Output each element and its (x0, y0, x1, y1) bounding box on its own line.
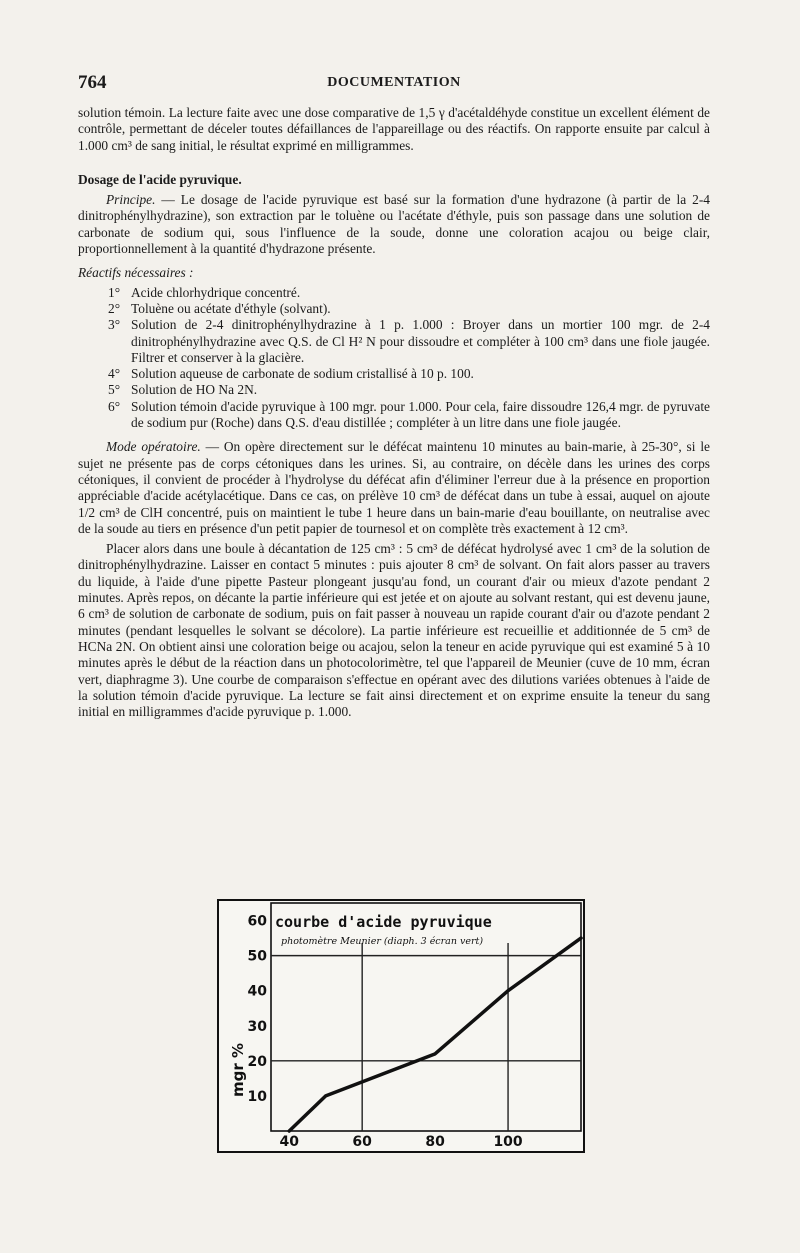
section-title: Dosage de l'acide pyruvique. (78, 171, 242, 187)
chart-svg (217, 899, 585, 1153)
list-item-number: 1° (108, 284, 121, 300)
list-item (78, 317, 710, 366)
list-item-text: Solution aqueuse de carbonate de sodium cristallisé à 10 p. 100. (131, 366, 474, 382)
x-tick-label: 80 (425, 1134, 445, 1150)
chart-title: courbe d'acide pyruvique (275, 913, 492, 931)
list-item-number: 6° (108, 398, 121, 414)
list-item-number: 5° (108, 382, 121, 398)
mode-label: Mode opératoire. (106, 439, 201, 455)
principe-paragraph (78, 192, 710, 257)
chart-subtitle: photomètre Meunier (diaph. 3 écran vert) (281, 936, 484, 947)
pyruvic-acid-chart (217, 899, 585, 1153)
running-title: DOCUMENTATION (327, 75, 461, 90)
x-tick-label: 60 (352, 1134, 372, 1150)
y-tick-label: 10 (247, 1088, 267, 1105)
y-tick-label: 50 (247, 948, 267, 965)
list-item-text: Solution de HO Na 2N. (131, 382, 258, 398)
page-number: 764 (78, 72, 107, 93)
list-item (78, 366, 710, 382)
x-tick-label: 40 (279, 1134, 299, 1150)
x-tick-label: 100 (493, 1134, 523, 1150)
y-tick-label: 20 (247, 1053, 267, 1070)
list-item-text: Acide chlorhydrique concentré. (131, 284, 301, 300)
list-item (78, 285, 710, 301)
reactifs-heading (78, 265, 710, 281)
list-item-number: 2° (108, 300, 121, 316)
mode-paragraph (78, 439, 710, 537)
y-tick-label: 60 (247, 913, 267, 930)
reactifs-list (78, 285, 710, 432)
placer-paragraph: Placer alors dans une boule à décantation de 125 cm³ : 5 cm³ de défécat hydrolysé avec 1 cm³ de la solution de dinitrophénylhydrazine. Laisser en contact 5 minutes : puis ajouter 8 cm³ de solvant. On fait alors passer au travers du liquide, à l'aide d'une pipette Pasteur plongeant jusqu'au fond, un courant d'air ou mieux d'azote pendant 2 minutes. Après repos, on décante la partie inférieure qui est jetée et on ajoute au solvant restant, qui est devenu jaune, 6 cm³ de solution de carbonate de sodium, puis on fait passer à nouveau un rapide courant d'air ou d'azote pendant 2 minutes (pendant lesquelles le solvant se décolore). La partie inférieure est recueillie et additionnée de 5 cm³ de HCNa 2N. On obtient ainsi une coloration beige ou acajou, selon la teneur en acide pyruvique qui est examiné 5 à 10 minutes après le début de la réaction dans un photocolorimètre, tel que l'appareil de Meunier (cuve de 10 mm, écran vert, diaphragme 3). Une courbe de comparaison s'effectue en opérant avec des dilutions variées obtenues à l'aide de la solution témoin d'acide pyruvique. La lecture se fait ainsi directement et on exprime ensuite la teneur du sang initial en milligrammes d'acide pyruvique p. 1.000. (78, 541, 710, 720)
principe-text: — Le dosage de l'acide pyruvique est basé sur la formation d'une hydrazone (à partir de la 2-4 dinitrophénylhydrazine), son extraction par le toluène ou l'acétate d'éthyle, puis son passage dans une solution de carbonate de sodium qui, sous l'influence de la soude, donne une coloration acajou ou beige clair, proportionnellement à la quantité d'hydrazone présente. (78, 192, 710, 257)
intro-paragraph: solution témoin. La lecture faite avec une dose comparative de 1,5 γ d'acétaldéhyde constitue un excellent élément de contrôle, permettant de déceler toutes défaillances de l'appareillage ou des réactifs. On rapporte ensuite par calcul à 1.000 cm³ de sang initial, le résultat exprimé en milligrammes. (78, 105, 710, 153)
list-item (78, 301, 710, 317)
principe-label: Principe. (106, 192, 156, 208)
reactifs-label: Réactifs nécessaires : (78, 265, 194, 281)
list-item-number: 4° (108, 366, 121, 382)
list-item-number: 3° (108, 317, 121, 333)
y-tick-label: 30 (247, 1018, 267, 1035)
y-tick-label: 40 (247, 983, 267, 1000)
list-item-text: Solution de 2-4 dinitrophénylhydrazine à 1 p. 1.000 : Broyer dans un mortier 100 mgr. de 2-4 dinitrophénylhydrazine avec Q.S. de Cl H² N pour dissoudre et compléter à 100 cm³ dans une fiole jaugée. Filtrer et conserver à la glacière. (131, 317, 710, 365)
list-item (78, 399, 710, 432)
list-item-text: Toluène ou acétate d'éthyle (solvant). (131, 300, 331, 316)
page-header (78, 72, 710, 94)
mode-text: — On opère directement sur le défécat maintenu 10 minutes au bain-marie, à 25-30°, si le sujet ne présente pas de corps cétoniques dans les urines. Si, au contraire, on décèle dans les urines des corps cétoniques, il convient de procéder à l'hydrolyse du défécat afin d'éliminer l'erreur due à la présence en proportion appréciable d'acide acétylacétique. Dans ce cas, on prélève 10 cm³ de défécat dans un tube à essai, auquel on ajoute 1/2 cm³ de ClH concentré, puis on maintient le tube 1 heure dans un bain-marie d'eau bouillante, on neutralise avec de la soude au tiers en présence d'un petit papier de tournesol et on complète très exactement à 12 cm³. (78, 439, 710, 536)
body-text (78, 105, 710, 720)
list-item-text: Solution témoin d'acide pyruvique à 100 mgr. pour 1.000. Pour cela, faire dissoudre 126,4 mgr. de pyruvate de sodium pur (Roche) dans Q.S. d'eau distillée ; compléter à un litre dans une fiole jaugée. (131, 398, 710, 431)
y-axis-label: mgr % (229, 1042, 247, 1097)
list-item (78, 382, 710, 398)
